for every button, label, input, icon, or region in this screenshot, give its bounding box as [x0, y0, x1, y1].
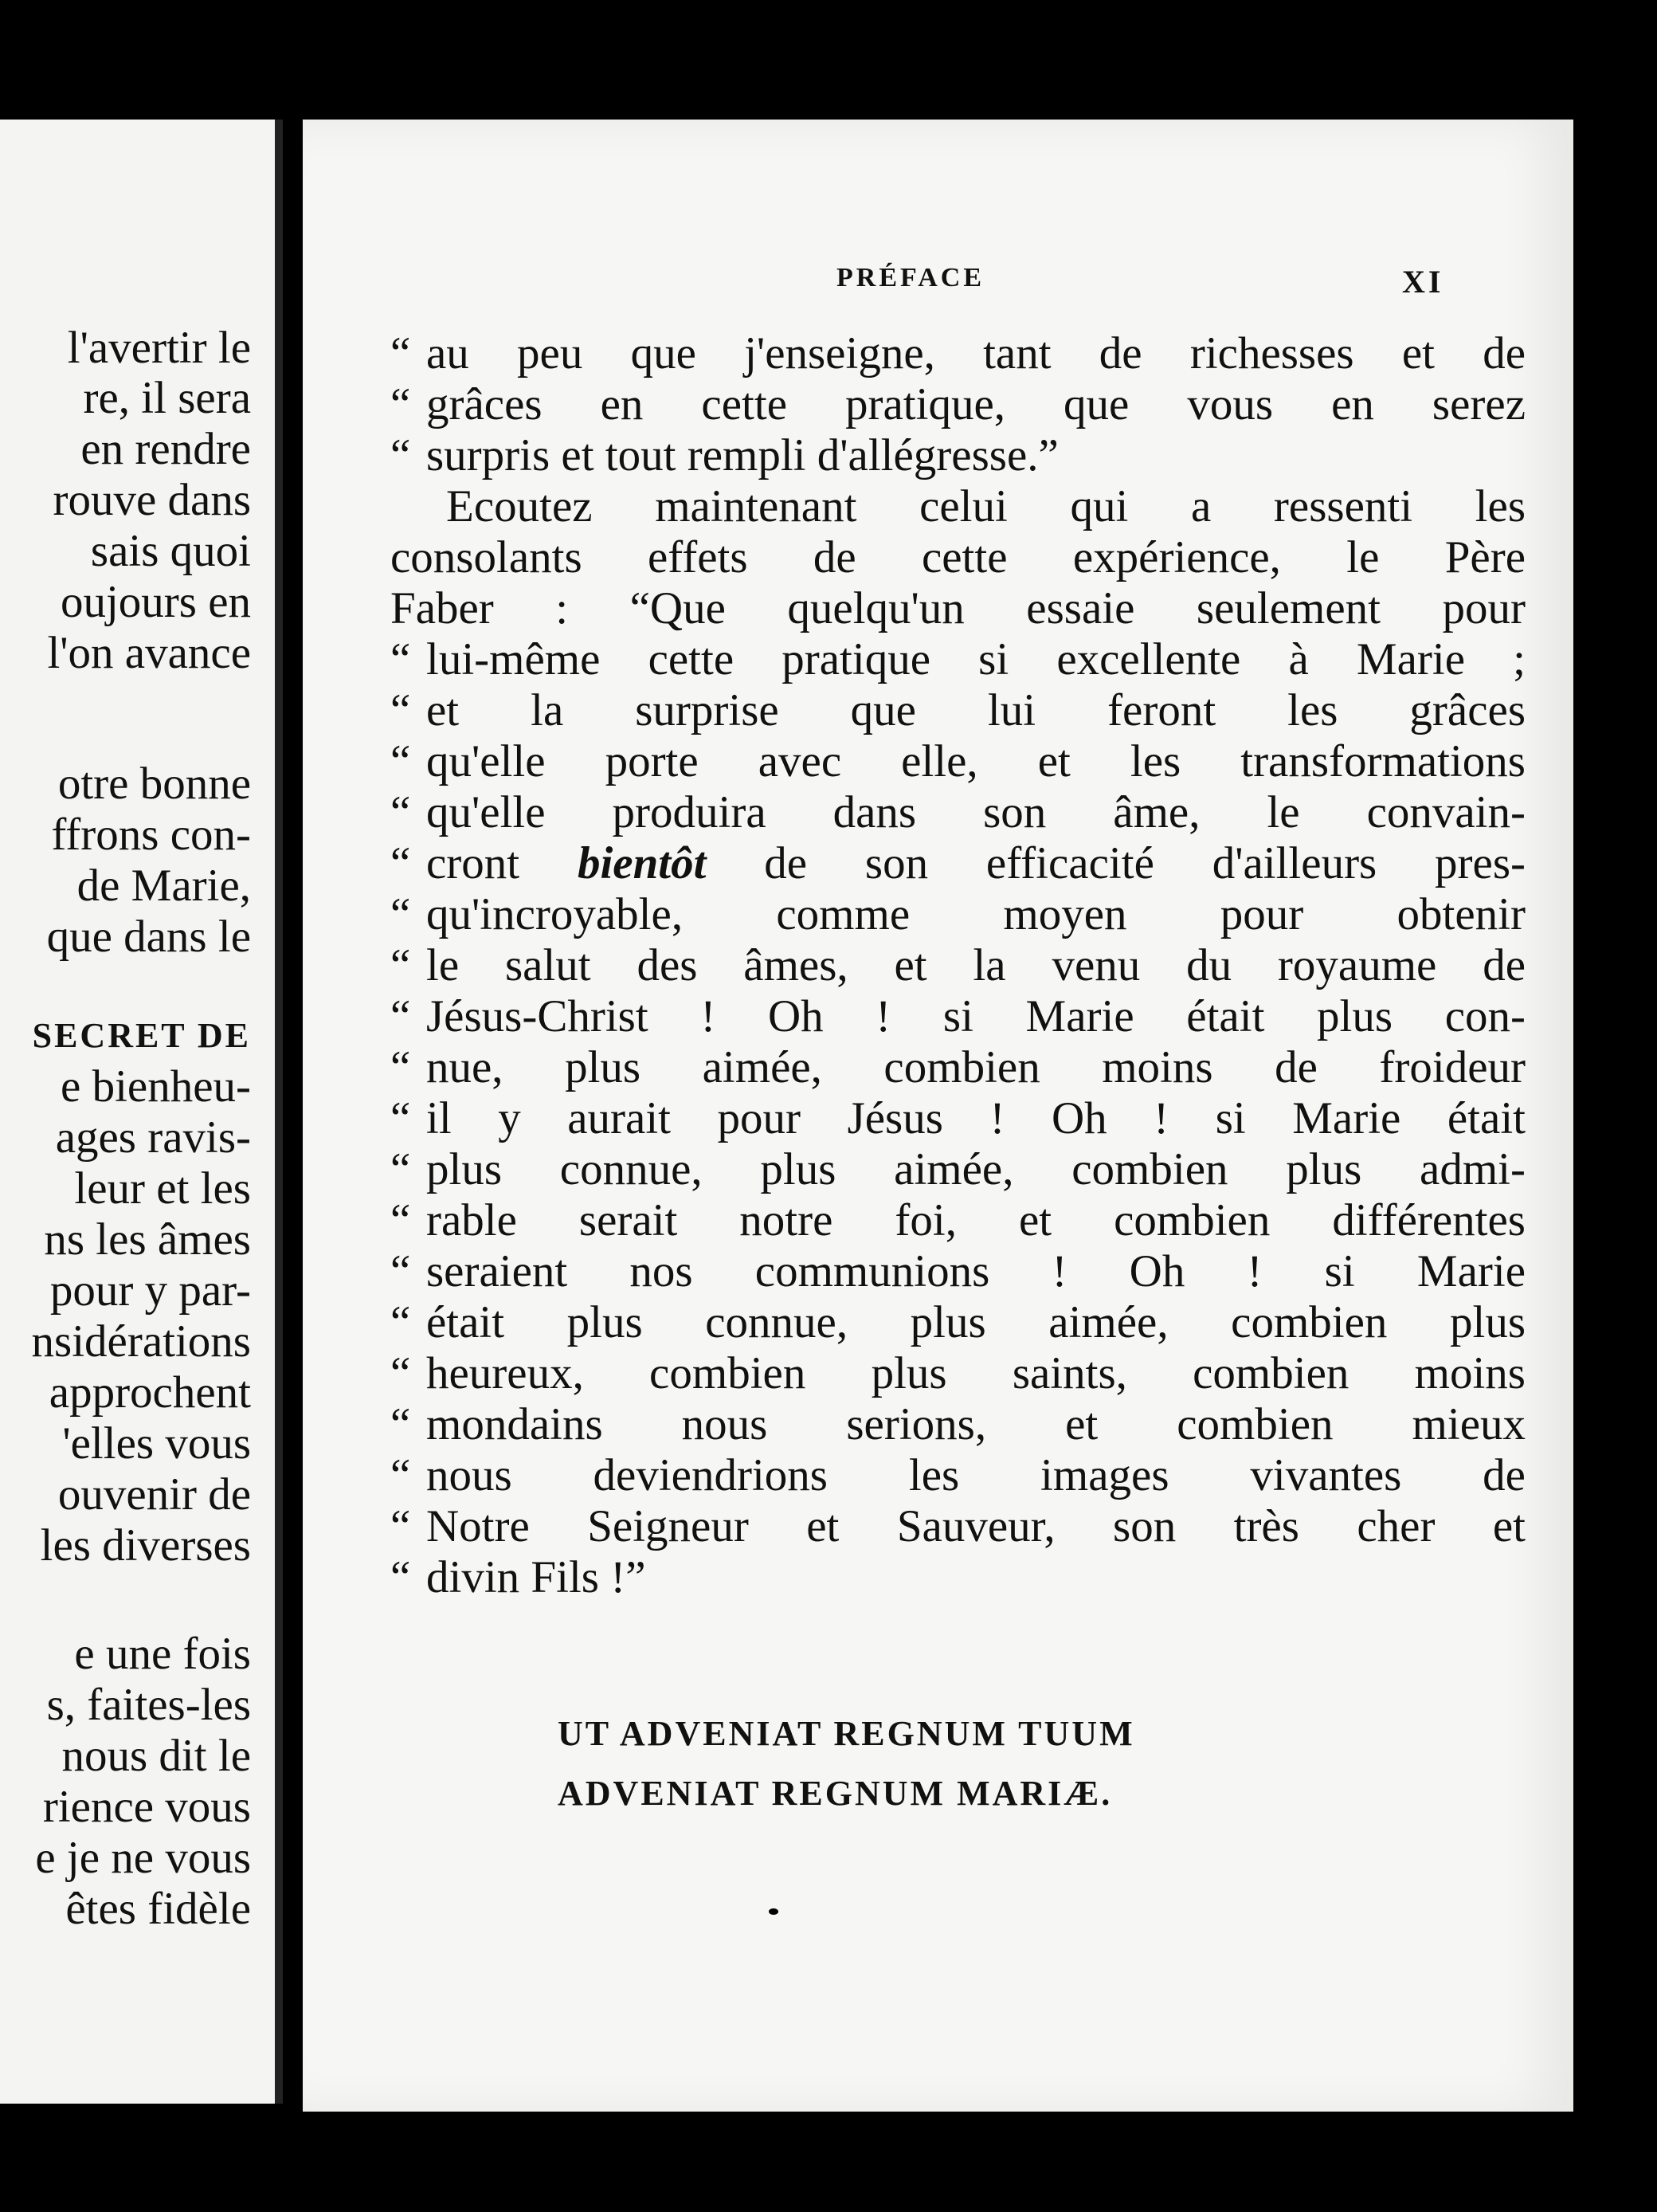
quote-mark: “	[390, 1144, 411, 1194]
text-line	[390, 532, 1526, 583]
quote-mark: “	[390, 736, 411, 786]
italic-word: bientôt	[577, 838, 707, 888]
left-page-line: e une fois	[74, 1629, 251, 1679]
left-page-line: ouvenir de	[57, 1469, 251, 1520]
text-line	[390, 1093, 1526, 1144]
text-line	[390, 1297, 1526, 1348]
text-line	[390, 1348, 1526, 1399]
text-line	[390, 1552, 1526, 1603]
text-line	[390, 1042, 1526, 1093]
left-page-line: les diverses	[40, 1520, 251, 1571]
quote-mark: “	[390, 838, 411, 888]
body-text	[390, 328, 1526, 1603]
line-text: consolants effets de cette expérience, le Père	[390, 532, 1526, 582]
left-page-line: oujours en	[60, 577, 251, 627]
text-line	[390, 634, 1526, 685]
quote-mark: “	[390, 1450, 411, 1500]
text-line	[390, 787, 1526, 838]
left-page-line: e bienheu-	[61, 1061, 251, 1112]
text-line	[390, 838, 1526, 889]
line-text: nous deviendrions les images vivantes de	[426, 1450, 1526, 1500]
motto-line-2: ADVENIAT REGNUM MARIÆ.	[558, 1774, 1113, 1813]
left-page-line: rouve dans	[53, 475, 251, 525]
quote-mark: “	[390, 1501, 411, 1551]
line-text: il y aurait pour Jésus ! Oh ! si Marie était	[426, 1093, 1526, 1143]
text-line	[390, 481, 1526, 532]
left-page-line: l'avertir le	[67, 323, 251, 373]
quote-mark: “	[390, 991, 411, 1041]
left-page-line: que dans le	[46, 912, 251, 962]
running-title: PRÉFACE	[836, 263, 985, 292]
line-text: Jésus-Christ ! Oh ! si Marie était plus con-	[426, 991, 1526, 1041]
text-line	[390, 430, 1526, 481]
line-text: heureux, combien plus saints, combien moins	[426, 1348, 1526, 1398]
line-text: au peu que j'enseigne, tant de richesses et de	[426, 328, 1526, 378]
quote-mark: “	[390, 1552, 411, 1602]
text-line	[390, 583, 1526, 634]
left-page-fragment	[0, 120, 283, 2104]
text-line	[390, 991, 1526, 1042]
quote-mark: “	[390, 940, 411, 990]
text-line	[390, 328, 1526, 379]
text-line	[390, 1195, 1526, 1246]
line-text: mondains nous serions, et combien mieux	[426, 1399, 1526, 1449]
quote-mark: “	[390, 685, 411, 735]
left-page-line: nous dit le	[61, 1731, 251, 1781]
line-text: nue, plus aimée, combien moins de froideur	[426, 1042, 1526, 1092]
line-text: qu'incroyable, comme moyen pour obtenir	[426, 889, 1526, 939]
quote-mark: “	[390, 379, 411, 429]
quote-mark: “	[390, 1093, 411, 1143]
text-line	[390, 736, 1526, 787]
left-page-line: sais quoi	[90, 526, 251, 576]
line-text: plus connue, plus aimée, combien plus admi-	[426, 1144, 1526, 1194]
text-line	[390, 685, 1526, 736]
line-text: lui-même cette pratique si excellente à Marie ;	[426, 634, 1526, 684]
line-text: rable serait notre foi, et combien différentes	[426, 1195, 1526, 1245]
left-page-line: 'elles vous	[62, 1418, 251, 1469]
text-segment: cront	[426, 838, 578, 888]
left-page-line: l'on avance	[47, 628, 251, 678]
quote-mark: “	[390, 1042, 411, 1092]
text-line	[390, 1144, 1526, 1195]
motto-line-1: UT ADVENIAT REGNUM TUUM	[558, 1714, 1135, 1753]
line-text: surpris et tout rempli d'allégresse.”	[426, 430, 1059, 480]
text-line	[390, 1501, 1526, 1552]
left-page-line: ns les âmes	[44, 1214, 251, 1265]
line-text: et la surprise que lui feront les grâces	[426, 685, 1526, 735]
quote-mark: “	[390, 1297, 411, 1347]
text-line	[390, 889, 1526, 940]
left-page-line: leur et les	[74, 1163, 251, 1214]
quote-mark: “	[390, 1246, 411, 1296]
quote-mark: “	[390, 634, 411, 684]
left-page-line: SECRET DE	[32, 1016, 251, 1055]
line-text: qu'elle porte avec elle, et les transformations	[426, 736, 1526, 786]
left-page-line: ages ravis-	[55, 1112, 251, 1163]
line-text: seraient nos communions ! Oh ! si Marie	[426, 1246, 1526, 1296]
left-page-line: ffrons con-	[51, 810, 251, 860]
left-page-line: e je ne vous	[35, 1833, 251, 1883]
quote-mark: “	[390, 1348, 411, 1398]
book-page	[303, 120, 1573, 2112]
ink-speck	[769, 1908, 778, 1915]
text-segment: de son efficacité d'ailleurs pres-	[706, 838, 1526, 888]
left-page-line: de Marie,	[76, 861, 251, 911]
text-line	[390, 379, 1526, 430]
left-page-line: s, faites-les	[46, 1680, 251, 1730]
quote-mark: “	[390, 1399, 411, 1449]
text-line	[390, 1450, 1526, 1501]
page-number: XI	[1402, 264, 1444, 300]
line-text: divin Fils !”	[426, 1552, 646, 1602]
line-text: grâces en cette pratique, que vous en serez	[426, 379, 1526, 429]
text-line	[390, 1246, 1526, 1297]
quote-mark: “	[390, 787, 411, 837]
left-page-line: pour y par-	[49, 1265, 251, 1316]
left-page-line: rience vous	[42, 1782, 251, 1832]
quote-mark: “	[390, 328, 411, 378]
line-text: qu'elle produira dans son âme, le convain-	[426, 787, 1526, 837]
quote-mark: “	[390, 1195, 411, 1245]
line-text: Ecoutez maintenant celui qui a ressenti les	[446, 481, 1526, 531]
left-page-line: nsidérations	[31, 1316, 251, 1367]
text-line	[390, 1399, 1526, 1450]
text-line	[390, 940, 1526, 991]
line-text: était plus connue, plus aimée, combien plus	[426, 1297, 1526, 1347]
line-text: Faber : “Que quelqu'un essaie seulement pour	[390, 583, 1526, 633]
quote-mark: “	[390, 430, 411, 480]
left-page-line: approchent	[49, 1367, 251, 1418]
left-page-line: re, il sera	[83, 373, 251, 423]
left-page-line: êtes fidèle	[65, 1884, 251, 1934]
left-page-line: otre bonne	[57, 759, 251, 809]
quote-mark: “	[390, 889, 411, 939]
line-text: Notre Seigneur et Sauveur, son très cher et	[426, 1501, 1526, 1551]
line-text: le salut des âmes, et la venu du royaume de	[426, 940, 1526, 990]
left-page-line: en rendre	[80, 424, 251, 474]
